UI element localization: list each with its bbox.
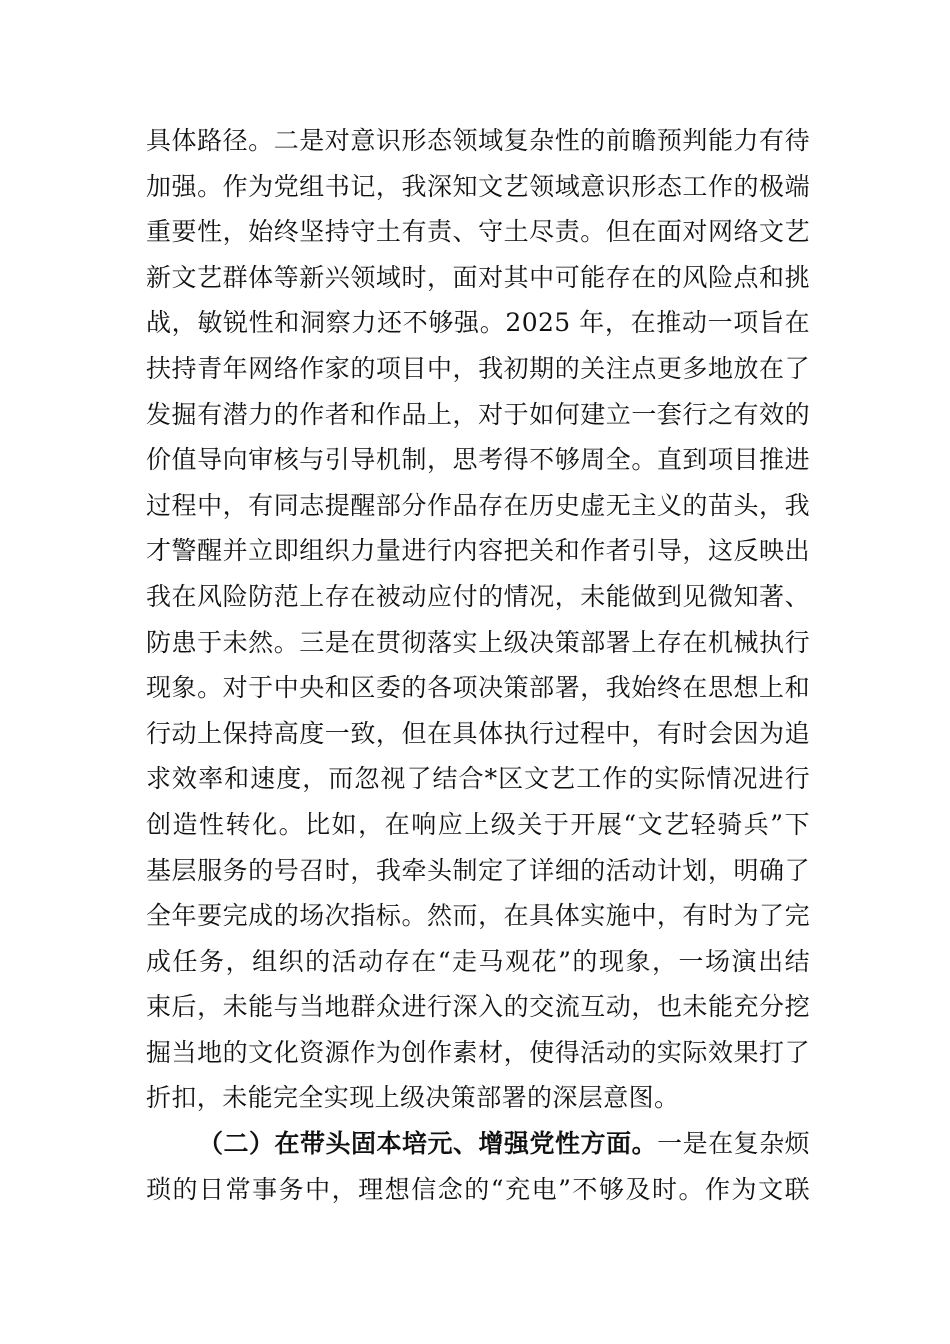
text-line: 加强。作为党组书记，我深知文艺领域意识形态工作的极端 [146, 171, 810, 201]
text-line: 重要性，始终坚持守土有责、守土尽责。但在面对网络文艺 [146, 217, 810, 247]
text-line: 发掘有潜力的作者和作品上，对于如何建立一套行之有效的 [146, 399, 810, 429]
text-line: 成任务，组织的活动存在“走马观花”的现象，一场演出结 [146, 946, 810, 976]
text-line: 扶持青年网络作家的项目中，我初期的关注点更多地放在了 [146, 353, 810, 383]
text-line: 行动上保持高度一致，但在具体执行过程中，有时会因为追 [146, 718, 810, 748]
document-body [146, 118, 810, 1212]
text-line: 我在风险防范上存在被动应付的情况，未能做到见微知著、 [146, 581, 810, 611]
text-line: 才警醒并立即组织力量进行内容把关和作者引导，这反映出 [146, 536, 810, 566]
text-line: 具体路径。二是对意识形态领域复杂性的前瞻预判能力有待 [146, 126, 810, 155]
text-line: 防患于未然。三是在贯彻落实上级决策部署上存在机械执行 [146, 627, 810, 657]
text-line: 新文艺群体等新兴领域时，面对其中可能存在的风险点和挑 [146, 262, 810, 292]
section-heading-rest: 一是在复杂烦 [657, 1129, 810, 1159]
section-heading: （二）在带头固本培元、增强党性方面。 [198, 1129, 658, 1159]
paragraph-last-line: 折扣，未能完全实现上级决策部署的深层意图。 [146, 1083, 680, 1113]
text-line: 价值导向审核与引导机制，思考得不够周全。直到项目推进 [146, 445, 810, 475]
text-line: 束后，未能与当地群众进行深入的交流互动，也未能充分挖 [146, 992, 810, 1022]
text-line: 战，敏锐性和洞察力还不够强。2025 年，在推动一项旨在 [146, 308, 810, 338]
section-heading-line [146, 1121, 810, 1167]
text-line: 求效率和速度，而忽视了结合*区文艺工作的实际情况进行 [146, 764, 810, 794]
text-line: 现象。对于中央和区委的各项决策部署，我始终在思想上和 [146, 673, 810, 703]
text-line: 过程中，有同志提醒部分作品存在历史虚无主义的苗头，我 [146, 490, 810, 520]
text-line: 基层服务的号召时，我牵头制定了详细的活动计划，明确了 [146, 855, 810, 885]
text-line: 琐的日常事务中，理想信念的“充电”不够及时。作为文联 [146, 1174, 810, 1204]
text-line: 掘当地的文化资源作为创作素材，使得活动的实际效果打了 [146, 1037, 810, 1067]
text-line: 创造性转化。比如，在响应上级关于开展“文艺轻骑兵”下 [146, 809, 810, 839]
text-line: 全年要完成的场次指标。然而，在具体实施中，有时为了完 [146, 901, 810, 931]
